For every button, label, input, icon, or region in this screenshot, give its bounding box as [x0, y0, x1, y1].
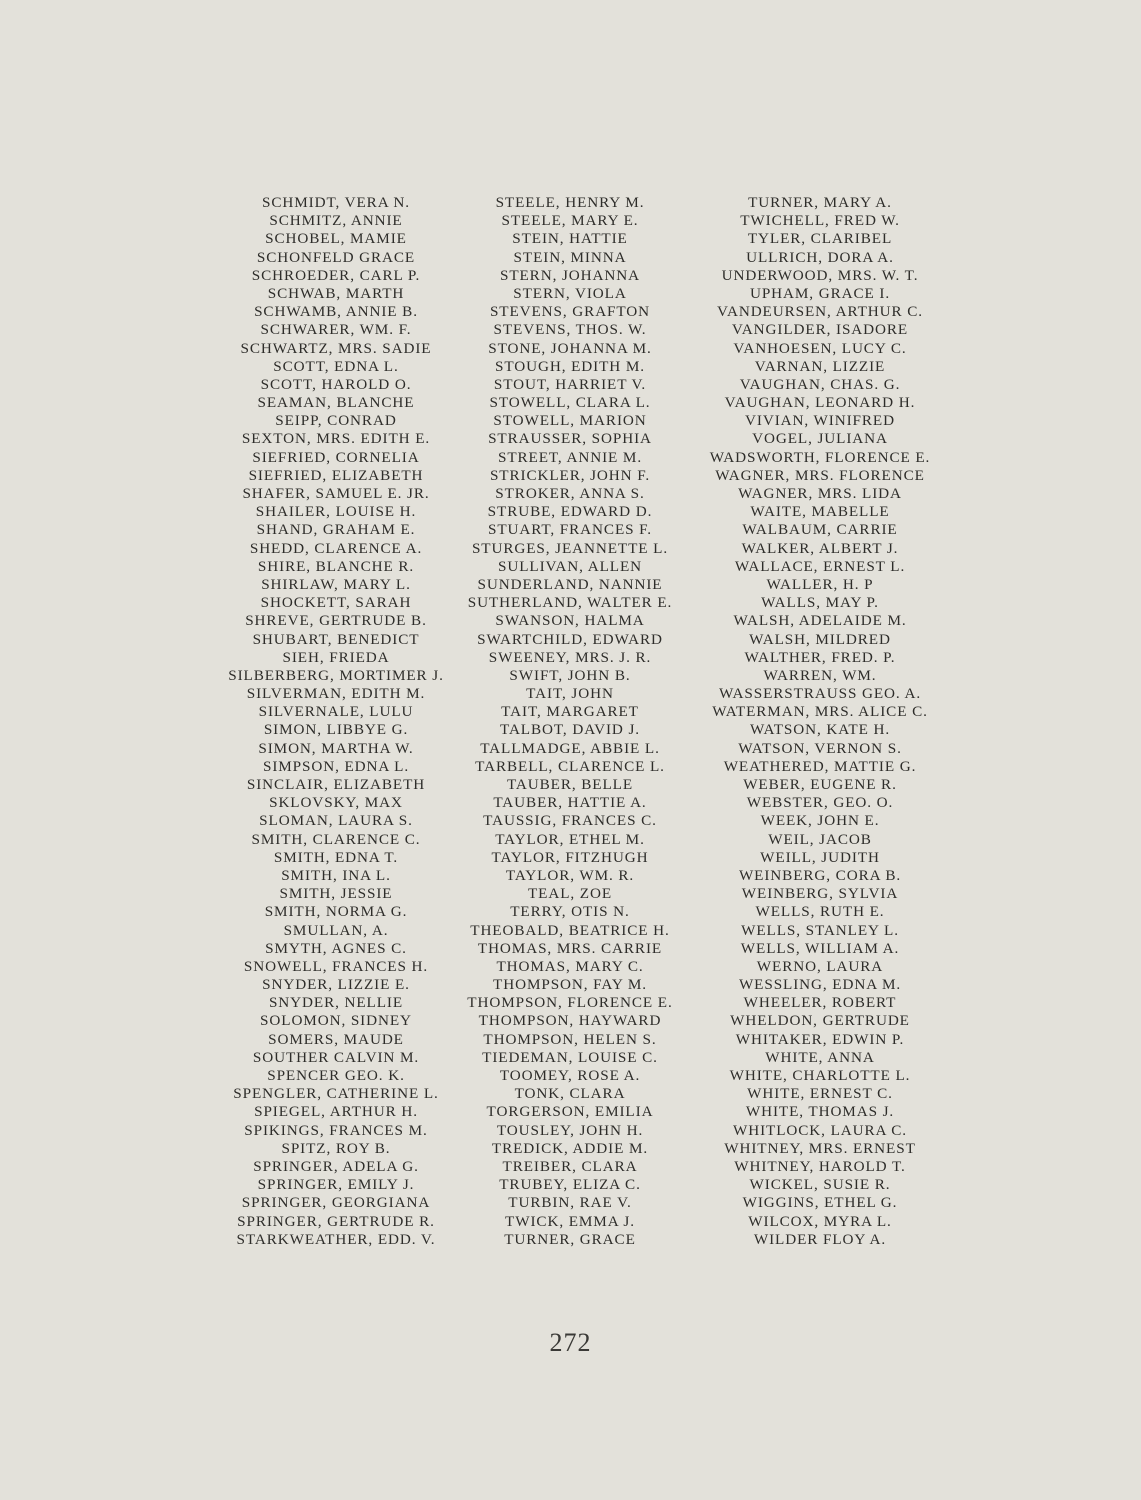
list-item: STEELE, HENRY M. — [495, 194, 645, 211]
list-item: TAYLOR, FITZHUGH — [491, 848, 649, 866]
list-item: SILVERNALE, LULU — [258, 703, 414, 721]
list-item: WEINBERG, SYLVIA — [741, 885, 899, 903]
list-item: SHAFER, SAMUEL E. JR. — [242, 485, 430, 502]
list-item: WASSERSTRAUSS GEO. A. — [718, 685, 922, 703]
list-item: STEVENS, GRAFTON — [489, 303, 651, 321]
list-item: ULLRICH, DORA A. — [746, 248, 894, 266]
list-item: THOMPSON, HAYWARD — [478, 1012, 662, 1030]
list-item: WADSWORTH, FLORENCE E. — [709, 448, 931, 466]
list-item: STOWELL, MARION — [493, 412, 647, 430]
list-item: WEBER, EUGENE R. — [743, 776, 897, 793]
list-item: SPITZ, ROY B. — [281, 1139, 391, 1157]
list-item: VANHOESEN, LUCY C. — [733, 339, 907, 357]
list-item: STREET, ANNIE M. — [497, 448, 643, 466]
list-item: SIMPSON, EDNA L. — [262, 757, 410, 775]
list-item: VAUGHAN, LEONARD H. — [724, 394, 916, 412]
list-item: SPRINGER, GERTRUDE R. — [237, 1212, 435, 1230]
list-item: SEIPP, CONRAD — [275, 412, 397, 430]
list-item: TREDICK, ADDIE M. — [491, 1139, 649, 1157]
list-item: TERRY, OTIS N. — [510, 903, 630, 921]
list-item: SIEFRIED, ELIZABETH — [248, 466, 424, 484]
list-item: THOMPSON, FLORENCE E. — [467, 994, 673, 1012]
list-item: WILDER FLOY A. — [753, 1230, 887, 1248]
list-item: SCHOBEL, MAMIE — [265, 230, 407, 248]
list-item: WHITE, ANNA — [765, 1048, 875, 1066]
list-item: WEATHERED, MATTIE G. — [723, 757, 917, 775]
list-item: SOLOMON, SIDNEY — [260, 1012, 412, 1030]
list-item: SNOWELL, FRANCES H. — [243, 957, 429, 975]
list-item: SHOCKETT, SARAH — [260, 594, 412, 612]
list-item: WELLS, WILLIAM A. — [740, 939, 900, 957]
list-item: STOUT, HARRIET V. — [493, 375, 647, 393]
list-item: VOGEL, JULIANA — [752, 430, 888, 448]
list-item: WATSON, KATE H. — [749, 721, 891, 739]
list-item: STEIN, HATTIE — [512, 230, 628, 248]
list-item: THOMAS, MARY C. — [496, 957, 644, 975]
list-item: SWANSON, HALMA — [495, 612, 645, 630]
list-item: WAITE, MABELLE — [750, 503, 890, 521]
list-item: STUART, FRANCES F. — [487, 521, 652, 539]
list-item: SUTHERLAND, WALTER E. — [467, 594, 673, 612]
list-item: SHEDD, CLARENCE A. — [249, 539, 423, 557]
list-item: SHIRLAW, MARY L. — [261, 575, 411, 593]
list-item: SCHROEDER, CARL P. — [251, 266, 421, 284]
list-item: TEAL, ZOE — [527, 885, 612, 903]
list-item: STRICKLER, JOHN F. — [489, 466, 651, 484]
list-item: TARBELL, CLARENCE L. — [475, 757, 665, 775]
list-item: WEILL, JUDITH — [760, 848, 880, 866]
list-item: SMULLAN, A. — [283, 921, 389, 939]
list-item: TOUSLEY, JOHN H. — [496, 1121, 644, 1139]
list-item: SCHONFELD GRACE — [256, 248, 416, 266]
list-item: SPRINGER, ADELA G. — [253, 1157, 419, 1175]
list-item: TREIBER, CLARA — [502, 1157, 638, 1175]
list-item: WHITLOCK, LAURA C. — [733, 1121, 907, 1139]
list-item: THOMAS, MRS. CARRIE — [477, 939, 663, 957]
list-item: SIMON, LIBBYE G. — [263, 721, 409, 739]
list-item: SHAND, GRAHAM E. — [256, 521, 416, 539]
list-item: UPHAM, GRACE I. — [749, 284, 891, 302]
list-item: STARKWEATHER, EDD. V. — [236, 1230, 436, 1248]
list-item: VARNAN, LIZZIE — [754, 357, 886, 375]
list-item: WAGNER, MRS. FLORENCE — [715, 466, 925, 484]
list-item: WEIL, JACOB — [768, 830, 872, 848]
list-item: SMITH, JESSIE — [279, 885, 393, 903]
list-item: TORGERSON, EMILIA — [486, 1103, 654, 1121]
list-item: WHELDON, GERTRUDE — [730, 1012, 910, 1030]
list-item: TALLMADGE, ABBIE L. — [480, 739, 660, 757]
list-item: TYLER, CLARIBEL — [747, 230, 893, 248]
list-item: SPENCER GEO. K. — [267, 1067, 405, 1084]
list-item: WATSON, VERNON S. — [738, 739, 902, 757]
list-item: WHITE, ERNEST C. — [747, 1085, 893, 1103]
list-item: SPIEGEL, ARTHUR H. — [254, 1103, 418, 1121]
list-item: WEINBERG, CORA B. — [738, 866, 902, 884]
list-item: SMITH, EDNA T. — [273, 848, 399, 866]
list-item: STEVENS, THOS. W. — [493, 321, 647, 339]
list-item: WARREN, WM. — [763, 666, 877, 684]
list-item: SUNDERLAND, NANNIE — [477, 575, 663, 593]
list-item: SWARTCHILD, EDWARD — [477, 630, 663, 648]
list-item: SIEFRIED, CORNELIA — [252, 448, 420, 466]
list-item: SLOMAN, LAURA S. — [259, 812, 413, 830]
list-item: TAYLOR, WM. R. — [505, 866, 635, 884]
list-item: SWEENEY, MRS. J. R. — [488, 648, 652, 666]
list-item: VANDEURSEN, ARTHUR C. — [717, 303, 923, 321]
list-item: WERNO, LAURA — [756, 957, 884, 975]
list-item: WHITAKER, EDWIN P. — [735, 1030, 905, 1048]
list-item: WHITE, THOMAS J. — [745, 1103, 895, 1121]
list-item: WALLER, H. P — [766, 575, 874, 593]
list-item: SCHWARTZ, MRS. SADIE — [240, 339, 432, 357]
list-item: TAUBER, BELLE — [506, 776, 634, 793]
list-item: SHAILER, LOUISE H. — [255, 503, 417, 521]
list-item: STOWELL, CLARA L. — [489, 394, 651, 412]
list-item: TURNER, MARY A. — [748, 194, 892, 211]
list-item: STOUGH, EDITH M. — [495, 357, 645, 375]
list-item: SPENGLER, CATHERINE L. — [233, 1085, 439, 1103]
list-item: SOUTHER CALVIN M. — [252, 1048, 420, 1066]
list-item: SPRINGER, EMILY J. — [257, 1176, 415, 1194]
list-item: TRUBEY, ELIZA C. — [499, 1176, 641, 1194]
list-item: SMITH, CLARENCE C. — [251, 830, 421, 848]
list-item: SINCLAIR, ELIZABETH — [246, 776, 426, 793]
list-item: WICKEL, SUSIE R. — [749, 1176, 891, 1194]
list-item: STEELE, MARY E. — [501, 212, 639, 230]
list-item: SMITH, INA L. — [281, 866, 391, 884]
list-item: TAUSSIG, FRANCES C. — [483, 812, 657, 830]
list-item: WATERMAN, MRS. ALICE C. — [712, 703, 928, 721]
list-item: WELLS, STANLEY L. — [741, 921, 899, 939]
list-item: VAUGHAN, CHAS. G. — [739, 375, 901, 393]
list-item: SPRINGER, GEORGIANA — [241, 1194, 431, 1212]
list-item: STRUBE, EDWARD D. — [487, 503, 653, 521]
list-item: SNYDER, LIZZIE E. — [262, 976, 410, 994]
list-item: SCOTT, EDNA L. — [273, 357, 399, 375]
list-item: STEIN, MINNA — [513, 248, 627, 266]
list-item: WHITE, CHARLOTTE L. — [729, 1067, 911, 1084]
list-item: TAIT, JOHN — [526, 685, 614, 703]
list-item: TURNER, GRACE — [504, 1230, 636, 1248]
list-item: TALBOT, DAVID J. — [499, 721, 641, 739]
list-item: WIGGINS, ETHEL G. — [742, 1194, 898, 1212]
list-item: SIEH, FRIEDA — [282, 648, 390, 666]
list-item: UNDERWOOD, MRS. W. T. — [721, 266, 919, 284]
list-item: STURGES, JEANNETTE L. — [471, 539, 669, 557]
list-item: THEOBALD, BEATRICE H. — [470, 921, 670, 939]
list-item: SULLIVAN, ALLEN — [498, 557, 642, 575]
list-item: WALLS, MAY P. — [761, 594, 879, 612]
list-item: SCHMITZ, ANNIE — [269, 212, 403, 230]
list-item: STERN, JOHANNA — [499, 266, 640, 284]
list-item: WALSH, ADELAIDE M. — [733, 612, 907, 630]
list-item: SNYDER, NELLIE — [268, 994, 404, 1012]
list-item: TAUBER, HATTIE A. — [493, 794, 647, 812]
list-item: WALBAUM, CARRIE — [742, 521, 898, 539]
list-item: TAIT, MARGARET — [501, 703, 639, 721]
list-item: TWICHELL, FRED W. — [740, 212, 900, 230]
list-item: TONK, CLARA — [514, 1085, 626, 1103]
list-item: SMYTH, AGNES C. — [265, 939, 407, 957]
list-item: SCOTT, HAROLD O. — [260, 375, 412, 393]
list-item: TAYLOR, ETHEL M. — [495, 830, 645, 848]
list-item: SILVERMAN, EDITH M. — [246, 685, 426, 703]
list-item: SPIKINGS, FRANCES M. — [244, 1121, 428, 1139]
list-item: SEAMAN, BLANCHE — [257, 394, 415, 412]
list-item: STROKER, ANNA S. — [495, 485, 645, 502]
list-item: WILCOX, MYRA L. — [748, 1212, 892, 1230]
list-item: TWICK, EMMA J. — [505, 1212, 635, 1230]
list-item: WEEK, JOHN E. — [760, 812, 880, 830]
list-item: WALSH, MILDRED — [749, 630, 891, 648]
list-item: TURBIN, RAE V. — [508, 1194, 632, 1212]
list-item: WHITNEY, MRS. ERNEST — [724, 1139, 916, 1157]
list-item: SWIFT, JOHN B. — [509, 666, 631, 684]
list-item: SHREVE, GERTRUDE B. — [245, 612, 427, 630]
list-item: SILBERBERG, MORTIMER J. — [228, 666, 444, 684]
list-item: THOMPSON, FAY M. — [493, 976, 647, 994]
list-item: VIVIAN, WINIFRED — [745, 412, 895, 430]
list-item: STONE, JOHANNA M. — [488, 339, 652, 357]
list-item: STERN, VIOLA — [513, 284, 627, 302]
list-item: SCHMIDT, VERA N. — [261, 194, 410, 211]
list-item: VANGILDER, ISADORE — [731, 321, 909, 339]
list-item: WESSLING, EDNA M. — [738, 976, 902, 994]
list-item: WHITNEY, HAROLD T. — [734, 1157, 906, 1175]
list-item: THOMPSON, HELEN S. — [483, 1030, 657, 1048]
list-item: SCHWAB, MARTH — [267, 284, 405, 302]
list-item: SIMON, MARTHA W. — [258, 739, 414, 757]
name-column-3 — [670, 194, 970, 1249]
list-item: SCHWARER, WM. F. — [260, 321, 412, 339]
list-item: SMITH, NORMA G. — [264, 903, 408, 921]
list-item: SOMERS, MAUDE — [268, 1030, 404, 1048]
list-item: WEBSTER, GEO. O. — [746, 794, 894, 812]
list-item: SHIRE, BLANCHE R. — [257, 557, 415, 575]
list-item: SCHWAMB, ANNIE B. — [254, 303, 418, 321]
list-item: WALTHER, FRED. P. — [744, 648, 896, 666]
list-item: SHUBART, BENEDICT — [252, 630, 420, 648]
list-item: WELLS, RUTH E. — [755, 903, 885, 921]
list-item: SEXTON, MRS. EDITH E. — [241, 430, 431, 448]
list-item: TOOMEY, ROSE A. — [499, 1067, 641, 1084]
list-item: WALLACE, ERNEST L. — [734, 557, 906, 575]
list-item: WALKER, ALBERT J. — [741, 539, 899, 557]
list-item: SKLOVSKY, MAX — [269, 794, 403, 812]
list-item: WHEELER, ROBERT — [743, 994, 897, 1012]
page-number: 272 — [549, 1328, 592, 1357]
list-item: STRAUSSER, SOPHIA — [488, 430, 652, 448]
list-item: TIEDEMAN, LOUISE C. — [482, 1048, 658, 1066]
list-item: WAGNER, MRS. LIDA — [738, 485, 902, 502]
